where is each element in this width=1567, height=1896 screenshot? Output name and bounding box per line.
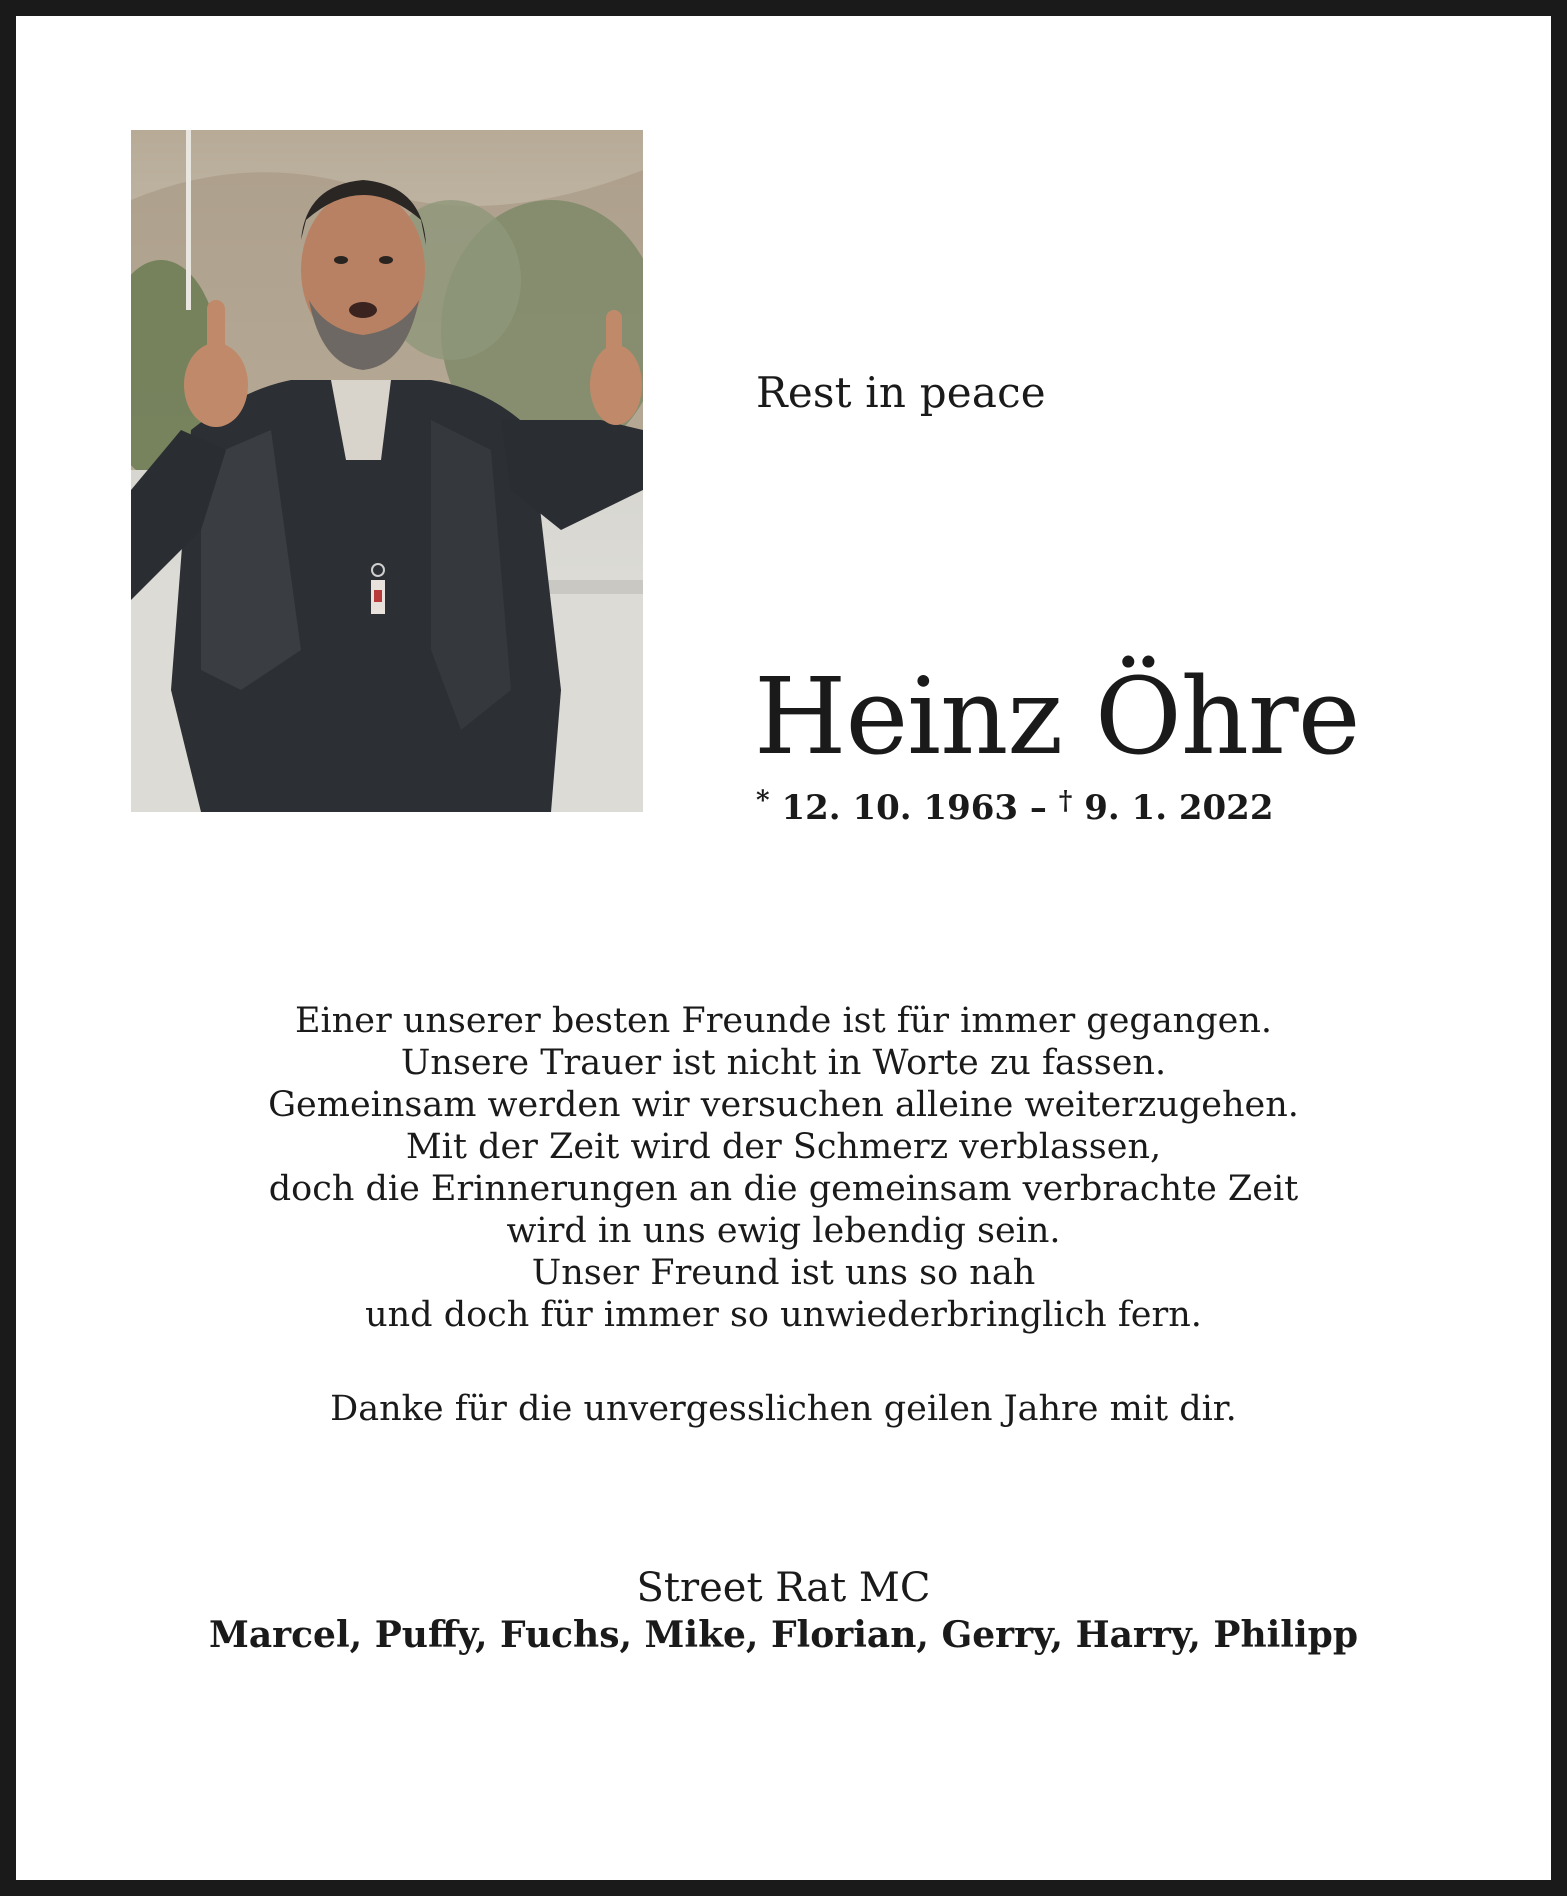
rest-in-peace-heading: Rest in peace (756, 368, 1046, 417)
poem-line: Mit der Zeit wird der Schmerz verblassen, (405, 1127, 1162, 1167)
poem-line: und doch für immer so unwiederbringlich fern. (365, 1295, 1202, 1335)
poem-line: Unser Freund ist uns so nah (531, 1253, 1036, 1293)
death-symbol: † (1058, 786, 1073, 816)
poem-line: wird in uns ewig lebendig sein. (506, 1211, 1061, 1251)
thanks-line: Danke für die unvergesslichen geilen Jahre mit dir. (330, 1389, 1237, 1429)
member-names: Marcel, Puffy, Fuchs, Mike, Florian, Gerry, Harry, Philipp (208, 1614, 1358, 1656)
life-dates (756, 788, 1274, 828)
death-date: 9. 1. 2022 (1084, 788, 1274, 828)
portrait-photo (131, 130, 643, 812)
club-name: Street Rat MC (636, 1565, 931, 1611)
poem-line: Einer unserer besten Freunde ist für immer gegangen. (294, 1001, 1273, 1041)
poem-line: Gemeinsam werden wir versuchen alleine weiterzugehen. (268, 1085, 1299, 1125)
date-separator: – (1029, 788, 1047, 828)
memorial-poem (16, 1000, 1551, 1336)
birth-date: 12. 10. 1963 (781, 788, 1019, 828)
birth-symbol: * (756, 786, 770, 816)
poem-line: Unsere Trauer ist nicht in Worte zu fassen. (400, 1043, 1167, 1083)
portrait-photo-image (131, 130, 643, 812)
poem-line: doch die Erinnerungen an die gemeinsam verbrachte Zeit (268, 1169, 1299, 1209)
deceased-name: Heinz Öhre (754, 655, 1360, 778)
